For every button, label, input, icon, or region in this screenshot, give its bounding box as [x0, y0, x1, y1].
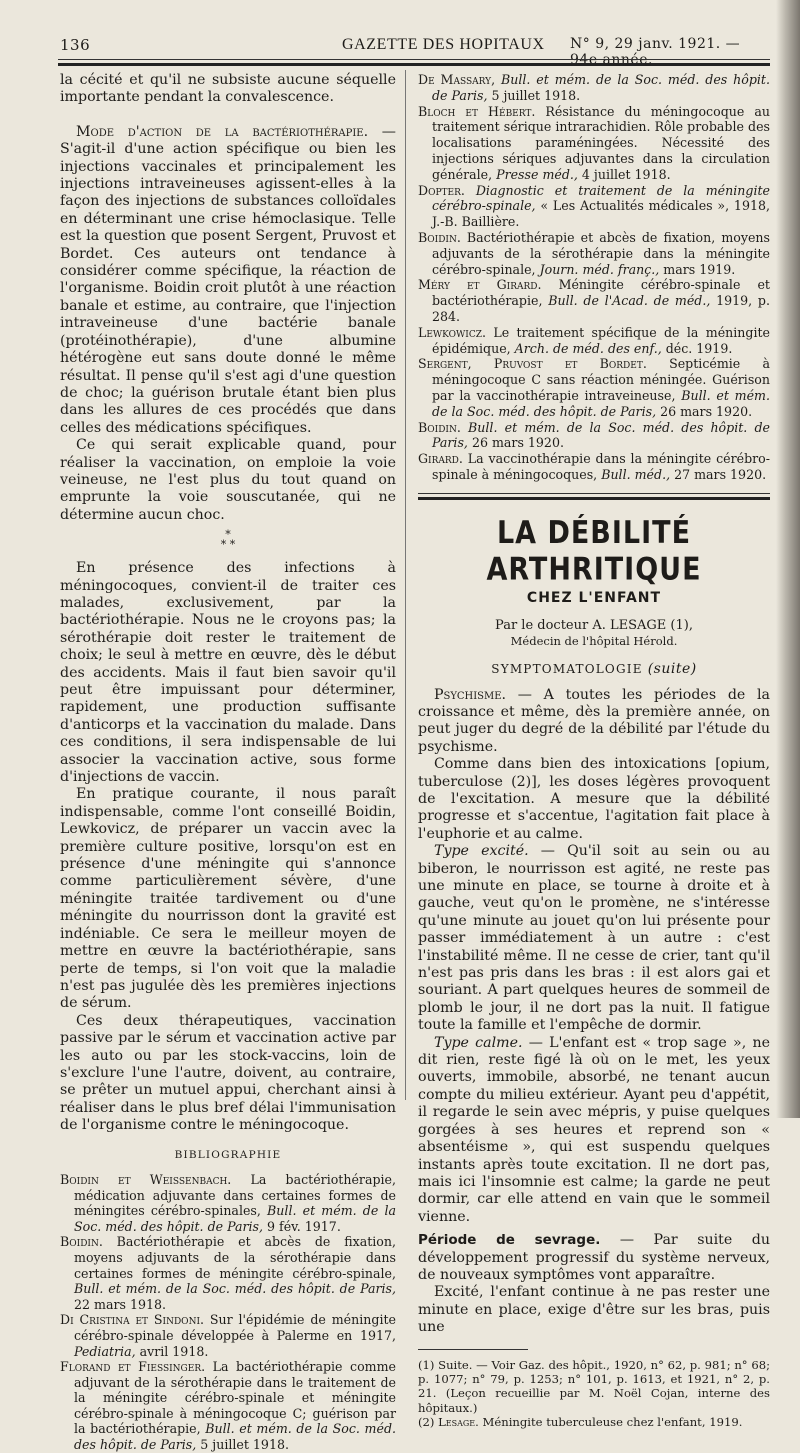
page-number: 136: [60, 36, 91, 54]
reference-item: Boidin. Bactériothérapie et abcès de fixation, moyens adjuvants de la sérothérapie dans certaines formes de méningite cérébro-spinale, Bull. et mém. de la Soc. méd. des hôpit. de Paris, 22 mars 1918.: [60, 1234, 396, 1312]
reference-item: Sergent, Pruvost et Bordet. Septicémie à méningocoque C sans réaction méningée. Guérison par la vaccinothérapie intraveineuse, Bull. et mém. de la Soc. méd. des hôpit. de Paris, 26 mars 1920.: [418, 356, 770, 419]
reference-item: De Massary, Bull. et mém. de la Soc. méd. des hôpit. de Paris, 5 juillet 1918.: [418, 72, 771, 103]
reference-item: Di Cristina et Sindoni. Sur l'épidémie de méningite cérébro-spinale développée à Palerme en 1917, Pediatria, avril 1918.: [60, 1312, 396, 1359]
article-title: LA DÉBILITÉ ARTHRITIQUE: [486, 514, 702, 588]
paragraph: Ces deux thérapeutiques, vaccination passive par le sérum et vaccination active par les auto ou par les stock-vaccins, loin de s'exclure l'une l'autre, doivent, au contraire, se prêter un mutuel appui, cherchant ainsi à réaliser dans le plus bref délai l'immunisation de l'organisme contre le méningocoque.: [60, 1012, 396, 1134]
reference-item: Bloch et Hébert. Résistance du méningocoque au traitement sérique intrarachidien. Rôle probable des localisations paraméningées. Nécessité des injections sériques adjuvantes dans la circulation générale, Presse méd., 4 juillet 1918.: [418, 103, 770, 182]
paragraph: Ce qui serait explicable quand, pour réaliser la vaccination, on emploie la voie veineuse, ne l'est plus du tout quand on emprunte la voie souscutanée, qui ne détermine aucun choc.: [60, 437, 396, 523]
right-column: [418, 72, 770, 1430]
bibliography-heading: BIBLIOGRAPHIE: [174, 1148, 282, 1161]
reference-item: Florand et Fiessinger. La bactériothérapie comme adjuvant de la sérothérapie dans le traitement de la méningite cérébro-spinale et méningite cérébro-spinale à méningocoque C; guérison par la bactériothérapie, Bull. et mém. de la Soc. méd. des hôpit. de Paris, 5 juillet 1918.: [60, 1359, 397, 1453]
reference-item: Boidin. Bull. et mém. de la Soc. méd. des hôpit. de Paris, 26 mars 1920.: [418, 419, 770, 451]
article-separator: [418, 493, 770, 500]
paragraph: la cécité et qu'il ne subsiste aucune séquelle importante pendant la convalescence.: [60, 72, 396, 106]
paragraph: Excité, l'enfant continue à ne pas rester une minute en place, exige d'être sur les bras, puis une: [418, 1284, 770, 1336]
footnote-rule: [418, 1349, 528, 1350]
paragraph-mode-action: Mode d'action de la bactériothérapie. — S'agit-il d'une action spécifique ou bien les injections vaccinales et principalement les injections intraveineuses agissent-elles à la façon des injections de substances colloïdales en déterminant une crise hémoclasique. Telle est la question que posent Sergent, Pruvost et Bordet. Ces auteurs ont tendance à considérer comme spécifique, la réaction de l'organisme. Boidin croit plutôt à une réaction banale et estime, au contraire, que l'injection intraveineuse d'une bactérie banale (protéinothérapie), d'une albumine hétérogène eut sans doute donné le même résultat. Il pense qu'il s'est agi d'une question de choc; la guérison brutale étant bien plus dans les allures de ces procédés que dans celles des médications spécifiques.: [60, 123, 396, 436]
asterism: * * *: [220, 528, 236, 552]
running-header: [60, 36, 770, 68]
paragraph-psychisme: Psychisme. — A toutes les périodes de la croissance et même, dès la première année, on peut juger du degré de la débilité par l'étude du psychisme.: [418, 686, 770, 755]
reference-item: Girard. La vaccinothérapie dans la méningite cérébro-spinale à méningocoques, Bull. méd., 27 mars 1920.: [418, 451, 770, 482]
issue-info: N° 9, 29 janv. 1921. — 94e année.: [570, 36, 741, 68]
column-divider: [405, 70, 406, 1100]
paragraph-type-excite: Type excité. — Qu'il soit au sein ou au biberon, le nourrisson est agité, ne reste pas une minute en place, se tourne à droite et à gauche, veut qu'on le promène, ne s'intéresse qu'une minute au jouet qu'on lui présente pour passer immédiatement à un autre : c'est l'instabilité même. Il ne cesse de crier, tant qu'il n'est pas pris dans les bras : il est alors gai et souriant. A part quelques heures de sommeil de plomb le jour, il ne dort pas la nuit. Il fatigue toute la famille et l'empêche de dormir.: [418, 843, 770, 1034]
author-affiliation: Médecin de l'hôpital Hérold.: [510, 634, 678, 649]
paragraph: En pratique courante, il nous paraît indispensable, comme l'ont conseillé Boidin, Lewkovicz, de préparer un vaccin avec la première culture positive, lorsqu'on est en présence d'une méningite qui s'annonce comme particulièrement sévère, d'une méningite traitée tardivement ou d'une méningite du nourrisson dont la gravité est indéniable. Ce sera le meilleur moyen de mettre en œuvre la bactériothérapie, sans perte de temps, si l'on voit que la maladie n'est pas jugulée dès les premières injections de sérum.: [60, 786, 396, 1012]
paragraph-type-calme: Type calme. — L'enfant est « trop sage », ne dit rien, reste figé là où on le met, les yeux ouverts, immobile, absorbé, ne tenant aucun compte du milieu extérieur. Ayant peu d'appétit, il regarde le sein avec mépris, y puise quelques gorgées à ses heures et reprend son « absentéisme », qui est suspendu quelques instants après toute excitation. Il ne dort pas, mais ici l'insomnie est calme; la garde ne peut dormir, car elle attend en vain que le sommeil vienne.: [418, 1034, 770, 1225]
reference-item: Lewkowicz. Le traitement spécifique de la méningite épidémique, Arch. de méd. des enf., déc. 1919.: [418, 324, 770, 356]
footnote: (1) Suite. — Voir Gaz. des hôpit., 1920, n° 62, p. 981; n° 68; p. 1077; n° 79, p. 1253; n° 101, p. 1613, et 1921, n° 2, p. 21. (Leçon recueillie par M. Noël Cojan, interne des hôpitaux.): [418, 1357, 770, 1415]
paragraph: Comme dans bien des intoxications [opium, tuberculose (2)], les doses légères provoquent de l'excitation. A mesure que la débilité progresse et s'accentue, l'agitation fait place à l'euphorie et au calme.: [418, 756, 770, 842]
reference-item: Dopter. Diagnostic et traitement de la méningite cérébro-spinale, « Les Actualités médicales », 1918, J.-B. Baillière.: [418, 182, 770, 230]
reference-item: Boidin et Weissenbach. La bactériothérapie, médication adjuvante dans certaines formes de méningites cérébro-spinales, Bull. et mém. de la Soc. méd. des hôpit. de Paris, 9 fév. 1917.: [60, 1171, 397, 1234]
journal-title: GAZETTE DES HOPITAUX: [342, 36, 545, 53]
reference-item: Méry et Girard. Méningite cérébro-spinale et bactériothérapie, Bull. de l'Acad. de méd., 1919, p. 284.: [418, 277, 770, 324]
run-in-heading: Mode d'action de la bactériothérapie.: [76, 123, 369, 140]
paragraph-sevrage: Période de sevrage. — Par suite du développement progressif du système nerveux, de nouveaux symptômes vont apparaître.: [418, 1232, 770, 1283]
reference-item: Boidin. Bactériothérapie et abcès de fixation, moyens adjuvants de la sérothérapie dans la méningite cérébro-spinale, Journ. méd. franç., mars 1919.: [418, 229, 770, 277]
footnote: (2) Lesage. Méningite tuberculeuse chez l'enfant, 1919.: [418, 1415, 743, 1430]
paragraph: En présence des infections à méningocoques, convient-il de traiter ces malades, exclusivement, par la bactériothérapie. Nous ne le croyons pas; la sérothérapie doit rester le traitement de choix; le seul à mettre en œuvre, dès le début des accidents. Mais il faut bien savoir qu'il peut être impuissant pour déterminer, rapidement, une production suffisante d'anticorps et la vaccination du malade. Dans ces conditions, il sera indispensable de lui associer la vaccination active, sous forme d'injections de vaccin.: [60, 560, 396, 786]
left-column: [60, 72, 396, 1453]
header-rule-thin: [58, 59, 770, 60]
article-subtitle: CHEZ L'ENFANT: [526, 589, 662, 606]
page-edge-shadow: [776, 0, 800, 1118]
section-heading: SYMPTOMATOLOGIE (suite): [491, 661, 697, 678]
article-author: Par le docteur A. LESAGE (1),: [495, 618, 693, 634]
header-rule-thick: [58, 63, 770, 66]
